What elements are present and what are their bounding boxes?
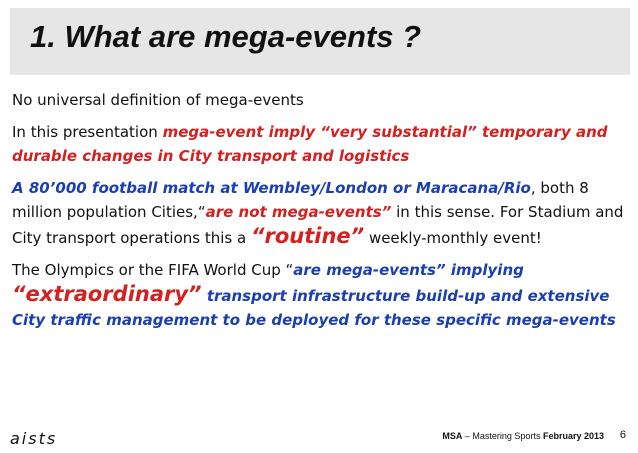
- football-weekly: weekly-monthly event!: [364, 229, 542, 247]
- presentation-lead: In this presentation: [12, 123, 163, 141]
- aists-logo: aists: [10, 429, 58, 448]
- footer: [0, 418, 638, 453]
- slide-title: 1. What are mega-events ?: [30, 19, 422, 54]
- paragraph-football: [12, 176, 630, 250]
- olympics-are-mega: are mega-events” implying: [293, 261, 524, 279]
- football-or: or: [387, 179, 416, 197]
- olympics-extraordinary: “extraordinary”: [12, 282, 202, 306]
- paragraph-presentation: [12, 120, 630, 168]
- paragraph-olympics: [12, 258, 630, 332]
- slide-content: [12, 88, 630, 340]
- footer-caption: [442, 431, 604, 441]
- football-not-mega: are not mega-events”: [205, 203, 392, 221]
- football-sense: in this sense. For Stadium and City transport operations this a: [12, 203, 624, 247]
- football-routine: “routine”: [250, 224, 365, 248]
- footer-date: February 2013: [542, 431, 604, 441]
- football-wembley: A 80’000 football match at Wembley/London: [12, 179, 388, 197]
- olympics-infrastructure: transport infrastructure build-up and extensive City traffic management to be deployed for these specific mega-events: [12, 287, 616, 329]
- paragraph-definition: [12, 88, 630, 112]
- footer-msa: MSA: [442, 431, 463, 441]
- definition-text: No universal definition of mega-events: [12, 91, 304, 109]
- football-cities: , both 8 million population Cities,: [12, 179, 589, 221]
- football-quote-open: “: [197, 203, 206, 221]
- footer-mastering: – Mastering Sports: [462, 431, 543, 441]
- page-number: 6: [619, 429, 626, 441]
- olympics-lead: The Olympics or the FIFA World Cup “: [12, 261, 294, 279]
- football-maracana: Maracana/Rio: [415, 179, 531, 197]
- presentation-emphasis: mega-event imply “very substantial” temporary and durable changes in City transport and logistics: [12, 123, 608, 165]
